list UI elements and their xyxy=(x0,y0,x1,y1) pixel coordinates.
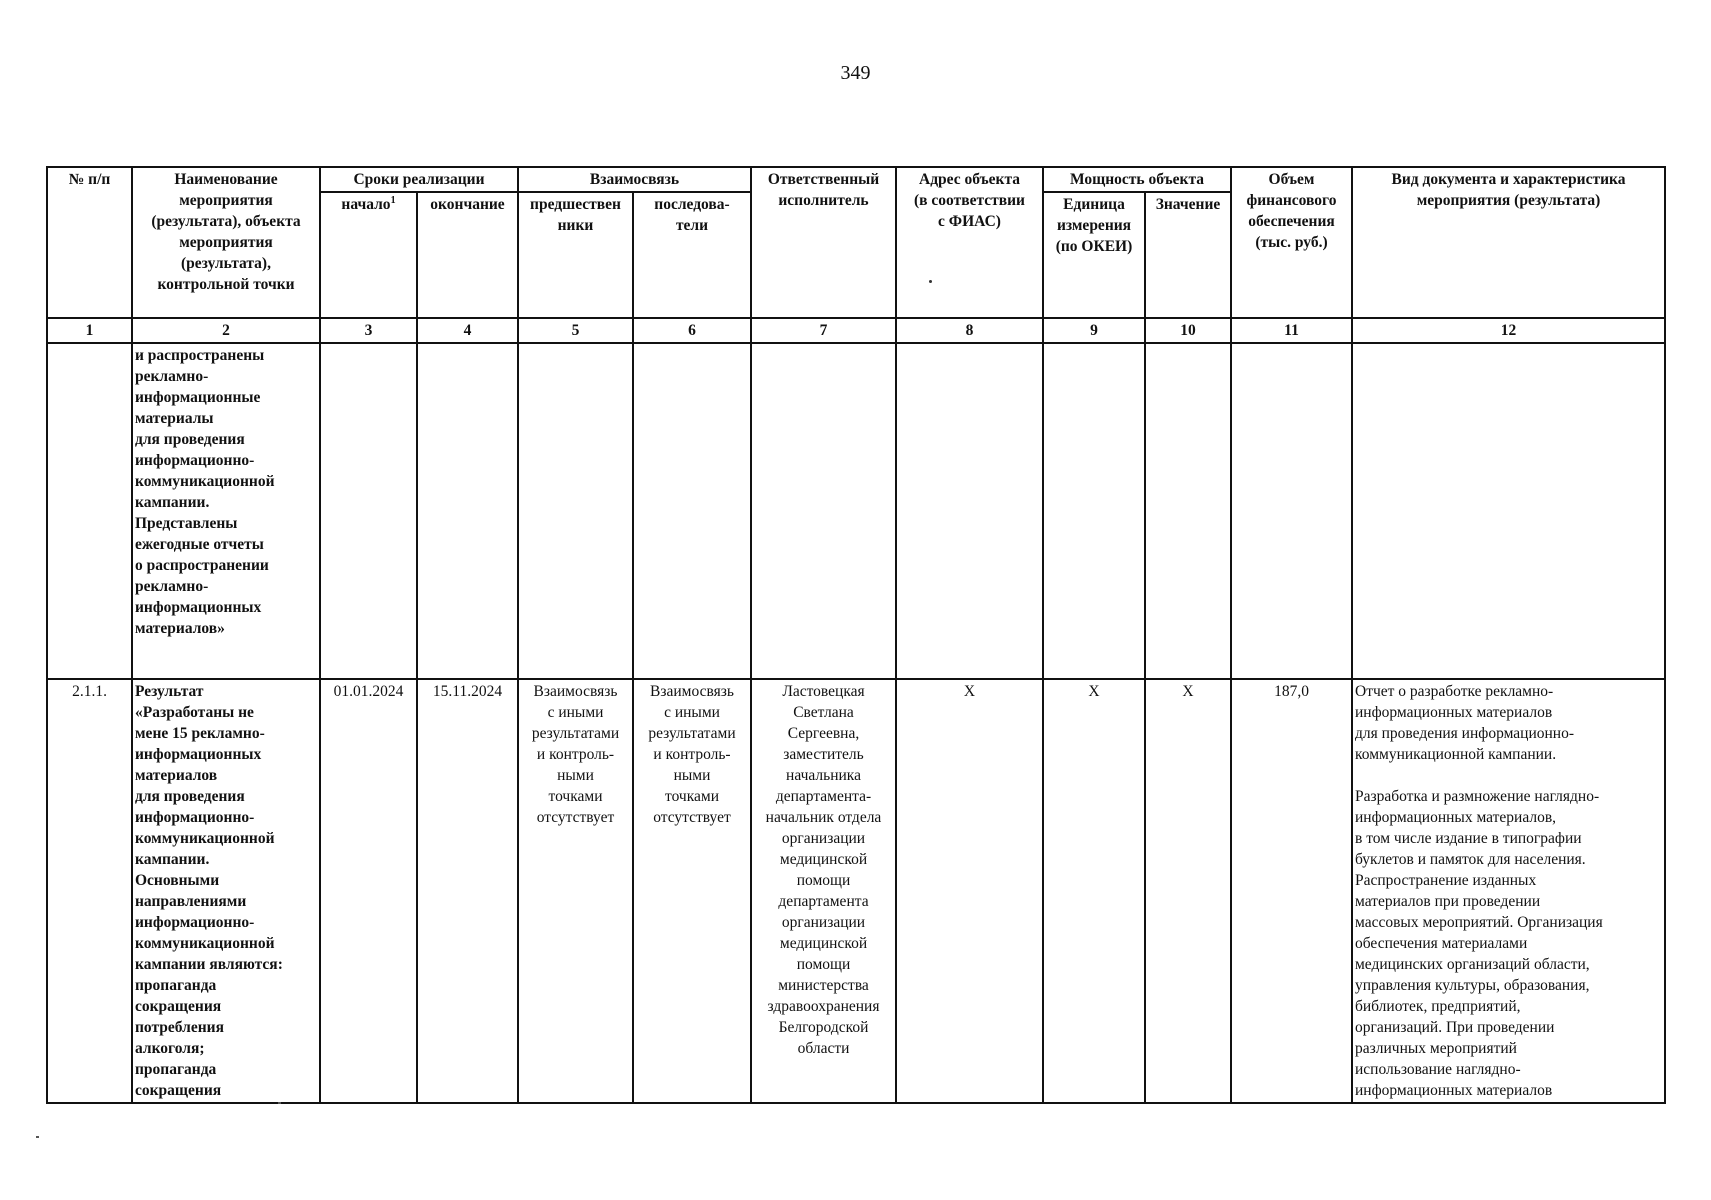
header-name: Наименование мероприятия (результата), объекта мероприятия (результата), контрольной точки xyxy=(132,167,320,318)
row-unit xyxy=(1043,343,1145,679)
row-value: X xyxy=(1145,679,1231,1103)
header-prev: предшествен ники xyxy=(518,192,633,318)
scan-speck xyxy=(36,1136,39,1138)
row-end: 15.11.2024 xyxy=(417,679,518,1103)
header-responsible: Ответственный исполнитель xyxy=(751,167,896,318)
column-number: 11 xyxy=(1231,318,1352,343)
column-number: 3 xyxy=(320,318,417,343)
row-prev xyxy=(518,343,633,679)
row-next xyxy=(633,343,751,679)
header-group-capacity: Мощность объекта xyxy=(1043,167,1231,192)
header-next: последова- тели xyxy=(633,192,751,318)
row-number: 2.1.1. xyxy=(47,679,132,1103)
row-doc: Отчет о разработке рекламно- информационных материалов для проведения информационно- коммуникационной кампании. Разработка и размножение наглядно- информационных материалов, в том числе издание в типографии буклетов и памяток для населения. Распространение изданных материалов при проведении массовых мероприятий. Организация обеспечения материалами медицинских организаций области, управления культуры, образования, библиотек, предприятий, организаций. При проведении различных мероприятий использование наглядно- информационных материалов xyxy=(1352,679,1665,1103)
row-amount xyxy=(1231,343,1352,679)
header-end: окончание xyxy=(417,192,518,318)
row-name: и распространены рекламно- информационные материалы для проведения информационно- коммуникационной кампании. Представлены ежегодные отчеты о распространении рекламно- информационных материалов» xyxy=(132,343,320,679)
row-value xyxy=(1145,343,1231,679)
header-group-terms: Сроки реализации xyxy=(320,167,518,192)
row-doc xyxy=(1352,343,1665,679)
header-value: Значение xyxy=(1145,192,1231,318)
column-number-row xyxy=(47,318,1665,343)
row-start: 01.01.2024 xyxy=(320,679,417,1103)
column-number: 12 xyxy=(1352,318,1665,343)
row-next: Взаимосвязь с иными результатами и контроль- ными точками отсутствует xyxy=(633,679,751,1103)
row-name: Результат «Разработаны не мене 15 рекламно- информационных материалов для проведения информационно- коммуникационной кампании. Основными направлениями информационно- коммуникационной кампании являются: пропаганда сокращения потребления алкоголя; пропаганда сокращения xyxy=(132,679,320,1103)
column-number: 2 xyxy=(132,318,320,343)
row-unit: X xyxy=(1043,679,1145,1103)
row-number xyxy=(47,343,132,679)
scan-speck xyxy=(278,1102,281,1104)
row-address xyxy=(896,343,1043,679)
row-address: X xyxy=(896,679,1043,1103)
header-num: № п/п xyxy=(47,167,132,318)
header-row-1 xyxy=(47,167,1665,192)
scan-speck xyxy=(929,280,932,283)
row-prev: Взаимосвязь с иными результатами и контроль- ными точками отсутствует xyxy=(518,679,633,1103)
column-number: 1 xyxy=(47,318,132,343)
header-group-link: Взаимосвязь xyxy=(518,167,751,192)
measures-table xyxy=(46,166,1666,1104)
header-amount: Объем финансового обеспечения (тыс. руб.) xyxy=(1231,167,1352,318)
row-start xyxy=(320,343,417,679)
column-number: 10 xyxy=(1145,318,1231,343)
column-number: 5 xyxy=(518,318,633,343)
table-row xyxy=(47,343,1665,679)
column-number: 6 xyxy=(633,318,751,343)
page-number: 349 xyxy=(840,62,871,84)
column-number: 4 xyxy=(417,318,518,343)
row-end xyxy=(417,343,518,679)
row-amount: 187,0 xyxy=(1231,679,1352,1103)
header-start: начало$^1$ xyxy=(320,192,417,318)
table-row xyxy=(47,679,1665,1103)
column-number: 8 xyxy=(896,318,1043,343)
column-number: 7 xyxy=(751,318,896,343)
header-address: Адрес объекта (в соответствии с ФИАС) xyxy=(896,167,1043,318)
column-number: 9 xyxy=(1043,318,1145,343)
header-doc: Вид документа и характеристика мероприятия (результата) xyxy=(1352,167,1665,318)
row-responsible: Ластовецкая Светлана Сергеевна, заместитель начальника департамента- начальник отдела организации медицинской помощи департамента организации медицинской помощи министерства здравоохранения Белгородской области xyxy=(751,679,896,1103)
row-responsible xyxy=(751,343,896,679)
header-unit: Единица измерения (по ОКЕИ) xyxy=(1043,192,1145,318)
